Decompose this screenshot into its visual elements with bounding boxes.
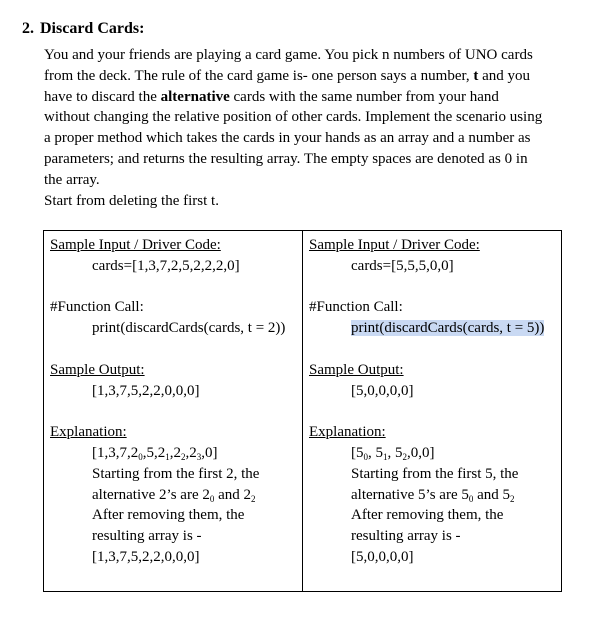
sample-table [43,230,562,592]
explanation-line: [5,0,0,0,0] [351,548,414,565]
bold-keyword: alternative [160,88,230,105]
output-value: [1,3,7,5,2,2,0,0,0] [92,382,200,399]
description-line: a proper method which takes the cards in your hands as an array and a number as [44,130,531,147]
description-line: the array. [44,171,100,188]
output-label: Sample Output: [309,361,404,378]
description-line: You and your friends are playing a card game. You pick n numbers of UNO cards [44,47,533,63]
call-label: #Function Call: [50,299,144,316]
sample-cell-2 [303,231,562,592]
subscript-index: 1 [165,451,170,462]
problem-description [44,45,584,211]
call-label: #Function Call: [309,299,403,316]
explanation-line: alternative 5’s are $5_0$ and $5_2$ [351,486,515,504]
description-line: without changing the relative position of other cards. Implement the scenario using [44,109,543,126]
explanation-line: After removing them, the [351,507,504,524]
explanation-indexed-array: [$5_0$, $5_1$, $5_2,0,0$] [351,444,435,462]
explanation-line: resulting array is - [351,528,461,545]
sample-cell-1 [44,231,303,592]
subscript-index: 2 [510,493,515,504]
subscript-index: 2 [251,493,256,504]
input-code: cards=[1,3,7,2,5,2,2,2,0] [92,257,240,274]
call-code: print(discardCards(cards, t = 2)) [92,320,286,337]
explanation-line: Starting from the first 2, the [92,465,260,482]
description-line: parameters; and returns the resulting array. The empty spaces are denoted as 0 in [44,150,528,167]
subscript-index: 2 [181,451,186,462]
input-code: cards=[5,5,5,0,0] [351,257,454,274]
description-line: have to discard the alternative cards with the same number from your hand [44,88,499,105]
problem-number: 2. [22,20,34,37]
explanation-line: [1,3,7,5,2,2,0,0,0] [92,548,200,565]
subscript-index: 0 [209,493,215,504]
call-code-selected: print(discardCards(cards, t = 5)) [351,320,545,337]
output-value: [5,0,0,0,0] [351,382,414,399]
explanation-indexed-array: $[1,3,7,2_0,5,2_1,2_2,2_3,0]$ [92,444,218,462]
input-label: Sample Input / Driver Code: [309,237,480,253]
bold-keyword: t [473,67,479,84]
input-label: Sample Input / Driver Code: [50,237,221,253]
explanation-label: Explanation: [309,424,386,441]
explanation-line: alternative 2’s are $2_0$ and $2_2$ [92,486,256,504]
explanation-line: Starting from the first 5, the [351,465,519,482]
description-line: from the deck. The rule of the card game is- one person says a number, t and you [44,67,531,84]
explanation-line: After removing them, the [92,507,245,524]
subscript-index: 2 [402,451,407,462]
output-label: Sample Output: [50,361,145,378]
problem-title: Discard Cards: [40,20,145,37]
description-line: Start from deleting the first t. [44,192,219,209]
subscript-index: 0 [468,493,474,504]
subscript-index: 0 [363,451,368,462]
problem-heading [22,19,144,40]
subscript-index: 3 [196,451,202,462]
subscript-index: 0 [138,451,143,462]
subscript-index: 1 [383,451,388,462]
explanation-label: Explanation: [50,424,127,441]
explanation-line: resulting array is - [92,528,202,545]
